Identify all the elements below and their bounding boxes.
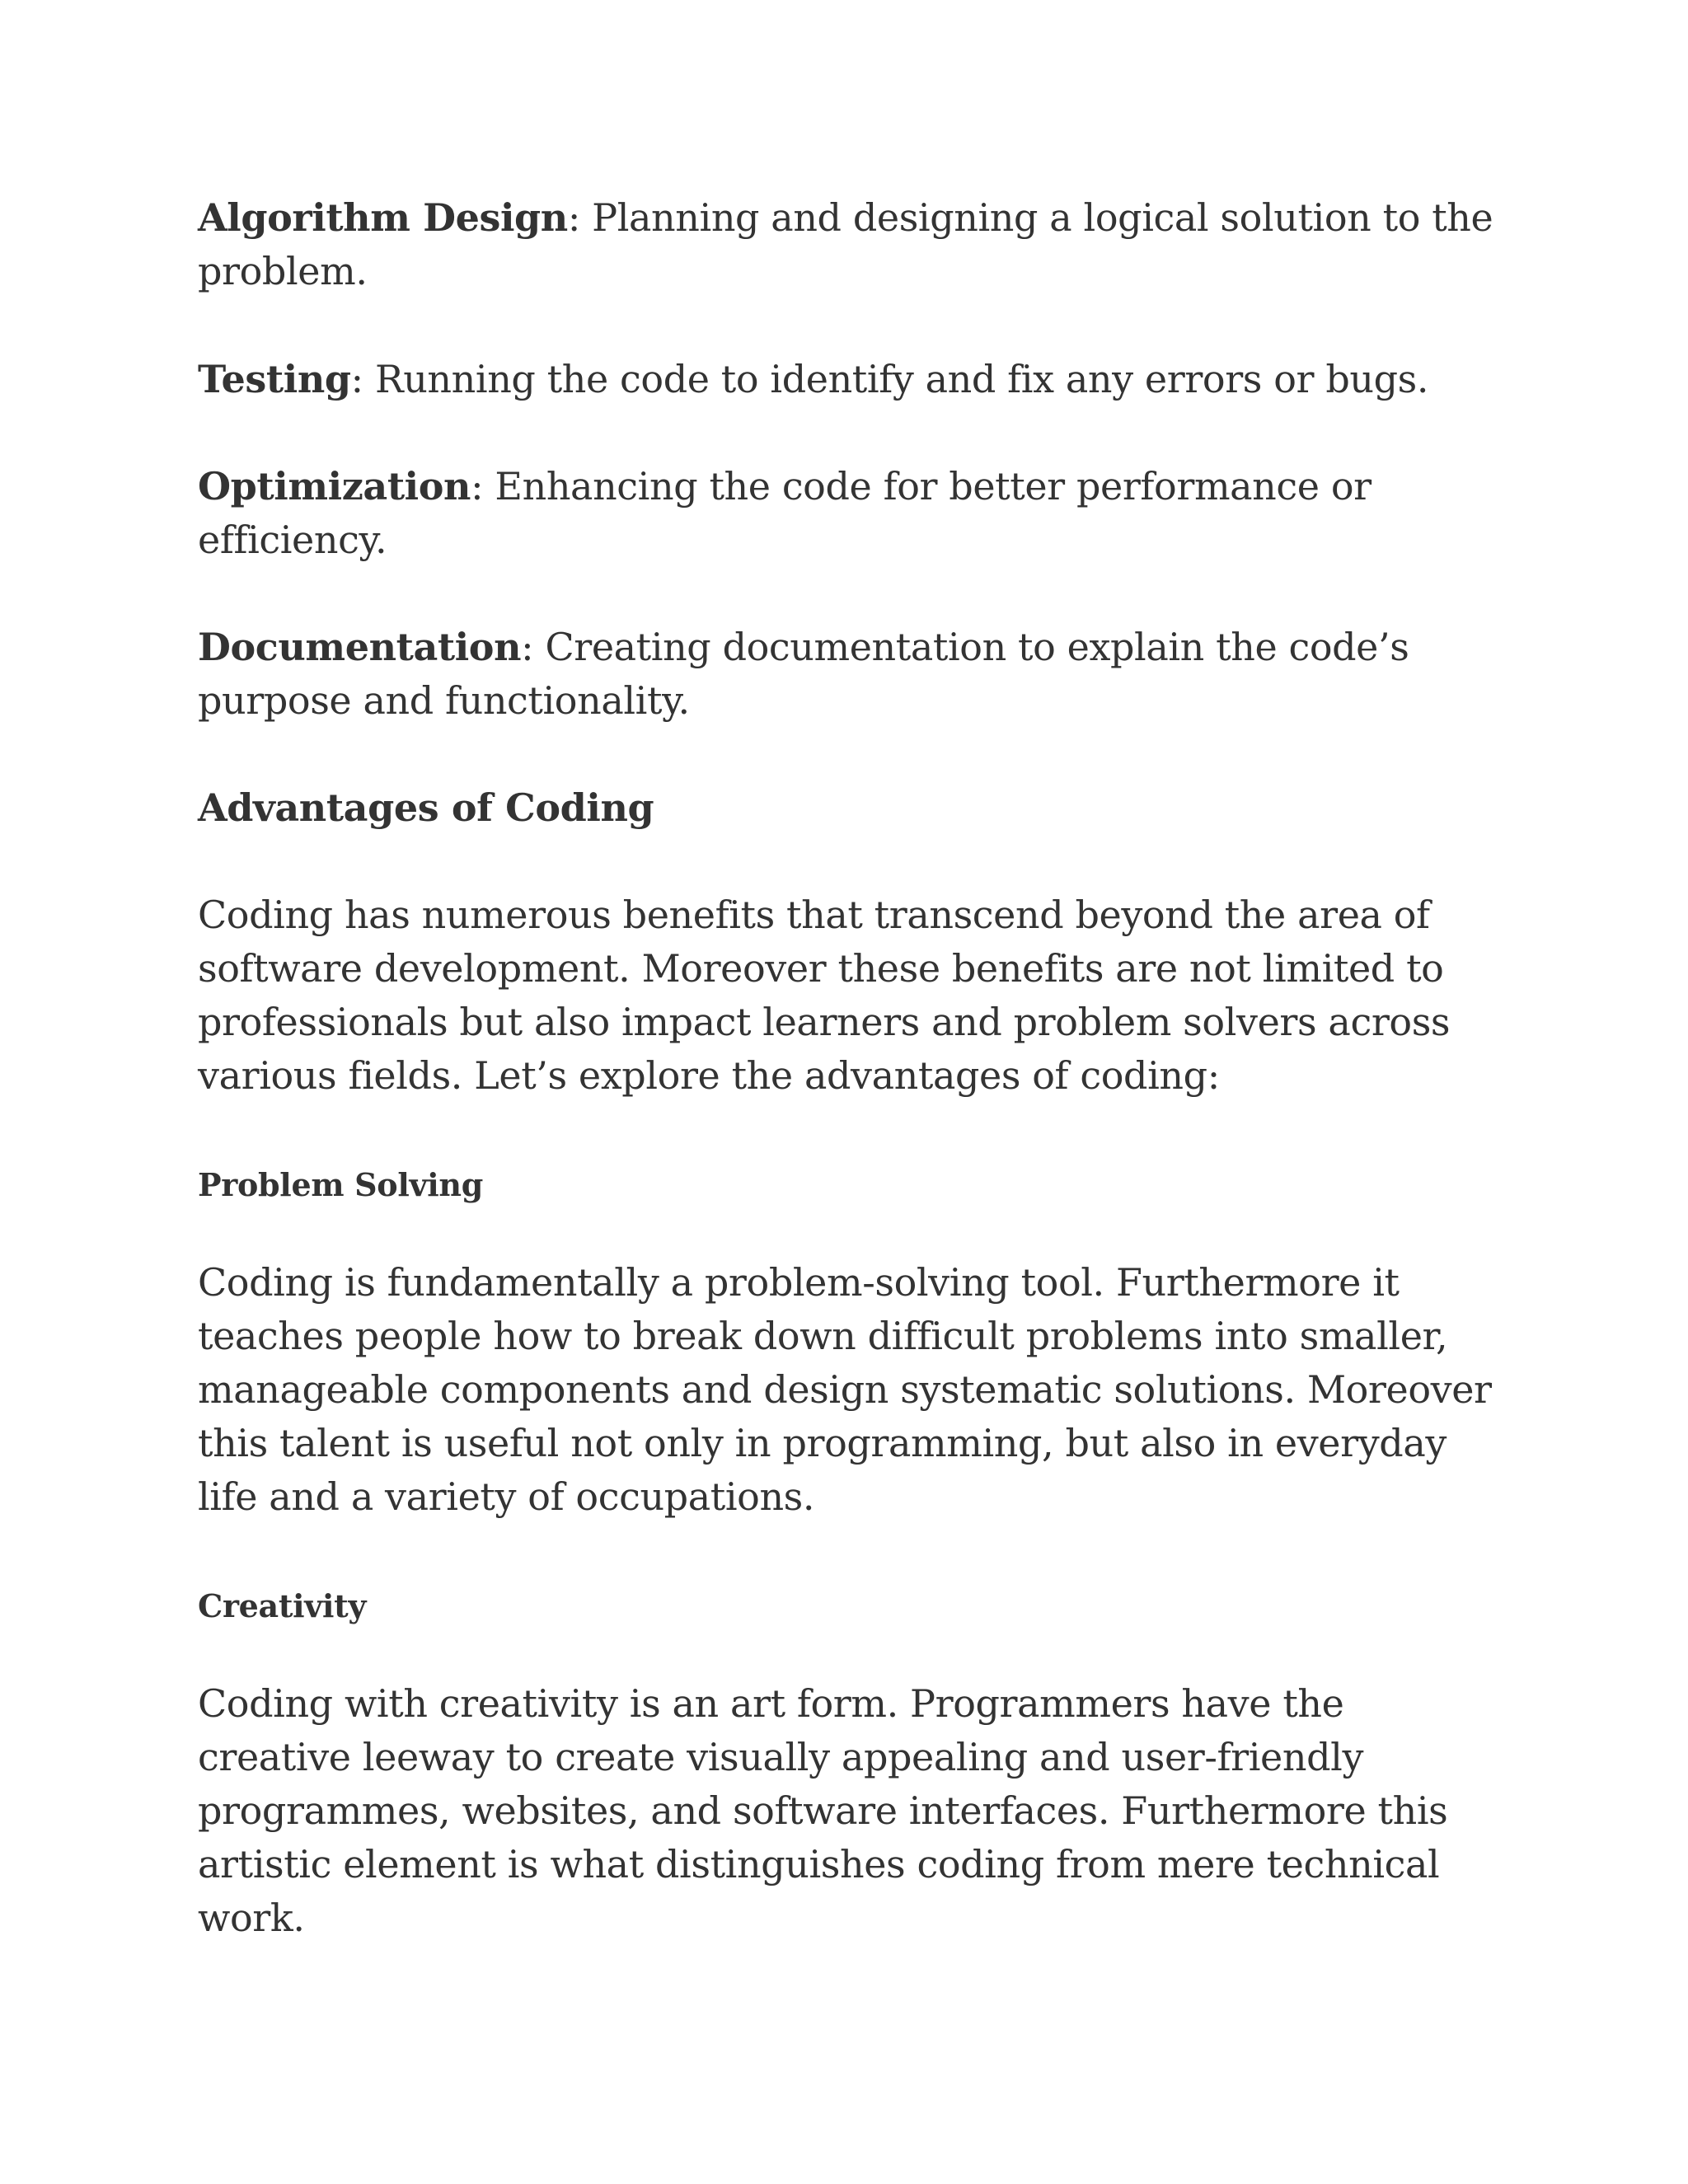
definition-text: : Running the code to identify and fix any errors or bugs. [350,357,1429,401]
definition-optimization [198,460,1500,567]
definition-testing [198,353,1500,406]
definition-term: Documentation [198,625,522,669]
definition-term: Optimization [198,464,471,509]
subheading-creativity: Creativity [198,1587,367,1624]
definition-text: : Planning and designing a logical solution to the problem. [198,195,1493,293]
definition-text: : Creating documentation to explain the code’s purpose and functionality. [198,625,1409,723]
definition-text: : Enhancing the code for better performance or efficiency. [198,464,1372,562]
advantages-intro-paragraph: Coding has numerous benefits that transcend beyond the area of software development. Moreover these benefits are not limited to professionals but also impact learners and problem solvers across various fields. Let’s explore the advantages of coding: [198,893,1451,1098]
definition-documentation [198,621,1500,728]
creativity-paragraph: Coding with creativity is an art form. Programmers have the creative leeway to create visually appealing and user-friendly programmes, websites, and software interfaces. Furthermore this artistic element is what distinguishes coding from mere technical work. [198,1681,1448,1940]
subheading-problem-solving: Problem Solving [198,1166,483,1203]
problem-solving-paragraph: Coding is fundamentally a problem-solving tool. Furthermore it teaches people how to break down difficult problems into smaller, manageable components and design systematic solutions. Moreover this talent is useful not only in programming, but also in everyday life and a variety of occupations. [198,1260,1492,1519]
section-heading-advantages: Advantages of Coding [198,785,654,830]
definition-algorithm-design [198,191,1500,298]
definition-term: Algorithm Design [198,195,568,240]
definition-term: Testing [198,357,351,401]
